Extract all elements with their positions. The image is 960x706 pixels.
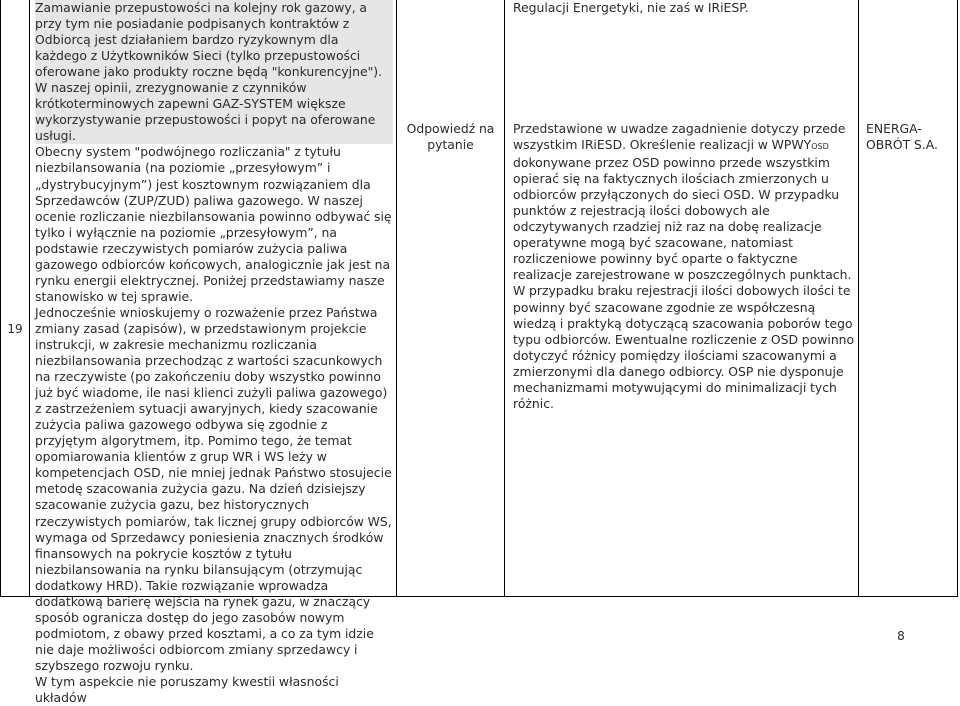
- response-paragraph: W przypadku braku rejestracji ilości dobowych ilości te powinny być szacowane zgodnie ze współczesną wiedzą i praktyką dotyczącą szacowania poborów tego typu odbiorców. Ewentualne rozliczenie z OSD powinno dotyczyć różnicy pomiędzy ilościami szacowanymi a zmierzonymi dla danego odbiorcy. OSP nie dysponuje mechanizmami motywującymi do minimalizacji tych różnic.: [513, 283, 855, 411]
- response-text: dokonywane przez OSD powinno przede wszystkim opierać się na faktycznych ilościach zmierzonych u odbiorców przyłączonych do sieci OSD. W przypadku punktów z rejestracją ilości dobowych ale odczytywanych rzadziej niż raz na dobę realizacje operatywne mogą być szacowane, natomiast rozliczeniowe powinny być oparte o faktyczne realizacje zarejestrowane w poszczególnych punktach.: [513, 155, 852, 283]
- response-text: Przedstawione w uwadze zagadnienie dotyczy przede wszystkim IRiESD. Określenie realizacji w WPWY: [513, 121, 846, 153]
- page-number: 8: [897, 629, 905, 643]
- column-divider: [29, 0, 30, 596]
- author-cell: ENERGA-OBRÓT S.A.: [866, 121, 938, 153]
- comment-paragraph: Zamawianie przepustowości na kolejny rok gazowy, a przy tym nie posiadanie podpisanych kontraktów z Odbiorcą jest działaniem bardzo ryzykownym dla każdego z Użytkowników Sieci (tylko przepustowości oferowane jako produkty roczne będą "konkurencyjne"). W naszej opinii, zrezygnowanie z czynników krótkoterminowych zapewni GAZ-SYSTEM większe wykorzystywanie przepustowości i popyt na oferowane usługi.: [35, 0, 393, 144]
- response-paragraph: [513, 121, 855, 283]
- type-cell: Odpowiedź na pytanie: [406, 121, 495, 153]
- comment-paragraph: Obecny system "podwójnego rozliczania" z tytułu niezbilansowania (na poziomie „przesyłowym” i „dystrybucyjnym”) jest kosztownym rozwiązaniem dla Sprzedawców (ZUP/ZUD) paliwa gazowego. W naszej ocenie rozliczanie niezbilansowania powinno odbywać się tylko i wyłącznie na poziomie „przesyłowym”, na podstawie rzeczywistych pomiarów zużycia paliwa gazowego odbiorców końcowych, analogicznie jak jest na rynku energii elektrycznej. Poniżej przedstawiamy nasze stanowisko w tej sprawie.: [35, 144, 392, 304]
- comment-paragraph: Jednocześnie wnioskujemy o rozważenie przez Państwa zmiany zasad (zapisów), w przedstawionym projekcie instrukcji, w zakresie mechanizmu rozliczania niezbilansowania przechodząc z wartości szacunkowych na rzeczywiste (po zakończeniu doby wszystko powinno już być wiadome, ile nasi klienci zużyli paliwa gazowego) z zastrzeżeniem sytuacji awaryjnych, kiedy szacowanie zużycia paliwa gazowego odbywa się zgodnie z przyjętym algorytmem, itp. Pomimo tego, że temat opomiarowania klientów z grup WR i WS leży w kompetencjach OSD, nie mniej jednak Państwo stosujecie metodę szacowania zużycia gazu. Na dzień dzisiejszy szacowanie zużycia gazu, bez historycznych rzeczywistych pomiarów, tak licznej grupy odbiorców WS, wymaga od Sprzedawcy poniesienia znacznych środków finansowych na pokrycie kosztów z tytułu niezbilansowania na rynku bilansującym (otrzymując dodatkowy HRD). Takie rozwiązanie wprowadza dodatkową barierę wejścia na rynek gazu, w znaczący sposób ogranicza dostęp do jego zasobów nowym podmiotom, z obawy przed kosztami, a co za tym idzie nie daje możliwości odbiorcom zmiany sprzedawcy i szybszego rozwoju rynku.: [35, 304, 392, 673]
- osd-subscript: OSD: [811, 142, 829, 152]
- column-divider: [858, 0, 859, 596]
- column-divider: [396, 0, 397, 596]
- response-cell: [513, 121, 855, 412]
- comment-cell: [35, 0, 393, 706]
- response-top-text: Regulacji Energetyki, nie zaś w IRiESP.: [513, 0, 749, 15]
- column-divider: [504, 0, 505, 596]
- row-number: 19: [7, 322, 23, 336]
- comment-paragraph: W tym aspekcie nie poruszamy kwestii własności układów: [35, 673, 339, 706]
